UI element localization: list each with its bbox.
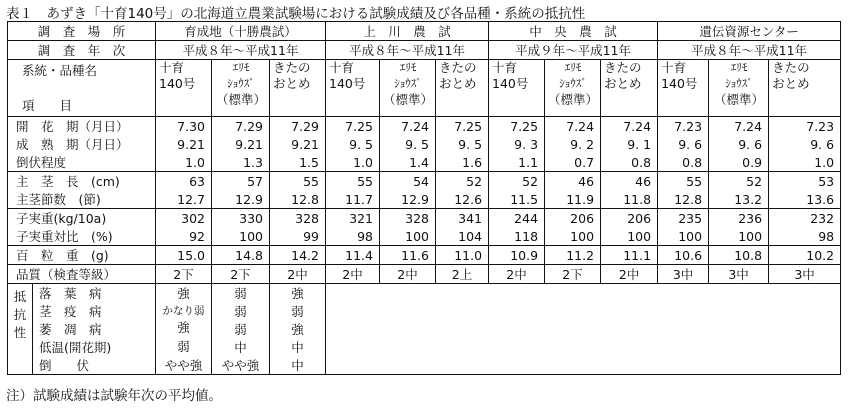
data-cell: 9.21 [270, 135, 326, 153]
variety-name: 十育 140号 [156, 60, 212, 117]
data-cell: 1.4 [380, 153, 436, 172]
data-cell: 2中 [601, 265, 658, 284]
data-cell: 53 [769, 172, 841, 191]
data-cell: 9. 6 [769, 135, 841, 153]
data-cell: 7.25 [489, 117, 545, 136]
site-years: 平成８年～平成11年 [326, 41, 489, 60]
resistance-section [8, 284, 841, 375]
row-label: 主茎節数 (節) [8, 190, 156, 209]
data-cell: 9. 5 [326, 135, 380, 153]
variety-item-header [8, 60, 156, 117]
data-cell: 52 [709, 172, 769, 191]
data-cell: 100 [545, 227, 601, 246]
data-cell: 1.0 [769, 153, 841, 172]
resistance-value: 強 [177, 286, 190, 302]
data-cell: 104 [436, 227, 489, 246]
data-cell: 2下 [212, 265, 270, 284]
data-cell: 232 [769, 209, 841, 228]
data-cell: 15.0 [156, 246, 212, 265]
variety-name: ｴﾘﾓ ｼｮｳｽﾞ （標準） [709, 60, 769, 117]
resistance-value: 弱 [234, 286, 247, 301]
data-cell: 7.29 [270, 117, 326, 136]
site-name: 上 川 農 試 [326, 22, 489, 41]
site-years: 平成９年～平成11年 [489, 41, 658, 60]
resistance-value: 弱 [234, 304, 247, 319]
data-cell: 9.21 [212, 135, 270, 153]
data-cell: 11.1 [601, 246, 658, 265]
resistance-value: 弱 [177, 339, 190, 355]
data-cell: 7.23 [769, 117, 841, 136]
resistance-value: 強 [291, 322, 304, 337]
row-label: 開 花 期（月日） [8, 117, 156, 136]
data-cell: 100 [212, 227, 270, 246]
data-cell: 328 [270, 209, 326, 228]
data-cell: 244 [489, 209, 545, 228]
resistance-value: 強 [291, 286, 304, 301]
row-label: 品質（検査等級） [8, 265, 156, 284]
data-cell: 9. 1 [601, 135, 658, 153]
data-cell: 12.7 [156, 190, 212, 209]
table-row [8, 153, 841, 172]
data-cell: 14.8 [212, 246, 270, 265]
row-label: 子実重(kg/10a) [8, 209, 156, 228]
data-cell: 100 [380, 227, 436, 246]
table-row [8, 172, 841, 191]
data-cell: 321 [326, 209, 380, 228]
data-cell: 2上 [436, 265, 489, 284]
resistance-column [270, 284, 326, 375]
data-cell: 92 [156, 227, 212, 246]
data-cell: 1.6 [436, 153, 489, 172]
data-cell: 7.29 [212, 117, 270, 136]
data-cell: 2中 [270, 265, 326, 284]
table-row [8, 117, 841, 136]
data-cell: 13.2 [709, 190, 769, 209]
variety-name: 十育 140号 [489, 60, 545, 117]
site-years: 平成８年～平成11年 [658, 41, 841, 60]
site-years: 平成８年～平成11年 [156, 41, 326, 60]
data-cell: 12.8 [658, 190, 709, 209]
variety-name: ｴﾘﾓ ｼｮｳｽﾞ （標準） [380, 60, 436, 117]
item-label: 項 目 [22, 98, 73, 113]
data-cell: 0.8 [601, 153, 658, 172]
data-cell: 7.30 [156, 117, 212, 136]
data-cell: 7.24 [545, 117, 601, 136]
data-cell: 341 [436, 209, 489, 228]
variety-name: きたの おとめ [769, 60, 841, 117]
data-cell: 3中 [769, 265, 841, 284]
data-cell: 7.25 [436, 117, 489, 136]
data-cell: 0.9 [709, 153, 769, 172]
resistance-column [156, 284, 212, 375]
data-cell: 54 [380, 172, 436, 191]
data-cell: 10.9 [489, 246, 545, 265]
data-cell: 11.2 [545, 246, 601, 265]
data-cell: 7.25 [326, 117, 380, 136]
data-cell: 98 [326, 227, 380, 246]
data-cell: 0.7 [545, 153, 601, 172]
data-cell: 57 [212, 172, 270, 191]
data-cell: 11.5 [489, 190, 545, 209]
resistance-item-label: 萎 凋 病 [39, 322, 102, 337]
data-cell: 3中 [658, 265, 709, 284]
data-cell: 11.9 [545, 190, 601, 209]
variety-name: きたの おとめ [436, 60, 489, 117]
results-table [7, 21, 841, 375]
table-caption: 表１ あずき「十育140号」の北海道立農業試験場における試験成績及び各品種・系統の抵抗性 [6, 6, 586, 22]
variety-name: きたの おとめ [270, 60, 326, 117]
resistance-value: 中 [291, 340, 304, 355]
data-cell: 7.24 [380, 117, 436, 136]
resistance-value: 弱 [234, 322, 247, 337]
resistance-item-label: 低温(開花期) [39, 340, 112, 355]
data-cell: 236 [709, 209, 769, 228]
resistance-empty-area [326, 284, 841, 375]
data-cell: 206 [545, 209, 601, 228]
resistance-column [212, 284, 270, 375]
data-cell: 118 [489, 227, 545, 246]
data-cell: 14.2 [270, 246, 326, 265]
row-label: 主 茎 長 (cm) [8, 172, 156, 191]
data-cell: 9. 5 [436, 135, 489, 153]
resistance-labels [8, 284, 156, 375]
data-cell: 2中 [380, 265, 436, 284]
resistance-value: 強 [177, 320, 190, 336]
data-cell: 55 [270, 172, 326, 191]
data-cell: 12.6 [436, 190, 489, 209]
data-cell: 2下 [545, 265, 601, 284]
data-cell: 10.8 [709, 246, 769, 265]
data-cell: 12.9 [212, 190, 270, 209]
data-cell: 328 [380, 209, 436, 228]
table-row [8, 265, 841, 284]
table-row [8, 227, 841, 246]
data-cell: 10.2 [769, 246, 841, 265]
data-cell: 1.0 [156, 153, 212, 172]
data-cell: 9. 5 [380, 135, 436, 153]
resistance-value: やや強 [164, 357, 203, 373]
site-name: 育成地（十勝農試） [156, 22, 326, 41]
resistance-value: かなり弱 [162, 304, 205, 317]
site-name: 中 央 農 試 [489, 22, 658, 41]
data-cell: 11.7 [326, 190, 380, 209]
data-cell: 9.21 [156, 135, 212, 153]
data-cell: 100 [709, 227, 769, 246]
variety-label: 系統・品種名 [22, 63, 98, 78]
row-label: 子実重対比 (%) [8, 227, 156, 246]
data-cell: 11.0 [436, 246, 489, 265]
data-cell: 9. 3 [489, 135, 545, 153]
data-cell: 235 [658, 209, 709, 228]
year-header-label: 調 査 年 次 [8, 41, 156, 60]
data-cell: 9. 6 [709, 135, 769, 153]
data-cell: 2下 [156, 265, 212, 284]
data-cell: 9. 2 [545, 135, 601, 153]
site-name: 遺伝資源センター [658, 22, 841, 41]
data-cell: 55 [326, 172, 380, 191]
row-label: 百 粒 重 (g) [8, 246, 156, 265]
footnote: 注）試験成績は試験年次の平均値。 [6, 388, 222, 404]
row-label: 成 熟 期（月日） [8, 135, 156, 153]
data-cell: 2中 [489, 265, 545, 284]
table-row [8, 135, 841, 153]
data-cell: 46 [601, 172, 658, 191]
data-cell: 52 [489, 172, 545, 191]
data-cell: 12.9 [380, 190, 436, 209]
data-cell: 330 [212, 209, 270, 228]
resistance-value: 弱 [291, 304, 304, 319]
data-cell: 1.5 [270, 153, 326, 172]
data-cell: 2中 [326, 265, 380, 284]
data-cell: 1.0 [326, 153, 380, 172]
data-cell: 12.8 [270, 190, 326, 209]
variety-name: 十育 140号 [326, 60, 380, 117]
resistance-item-label: 落 葉 病 [39, 286, 102, 301]
data-cell: 7.24 [601, 117, 658, 136]
site-header-label: 調 査 場 所 [8, 22, 156, 41]
data-cell: 1.1 [489, 153, 545, 172]
data-cell: 3中 [709, 265, 769, 284]
resistance-item-label: 倒 伏 [39, 358, 90, 373]
row-label: 倒伏程度 [8, 153, 156, 172]
data-cell: 46 [545, 172, 601, 191]
data-cell: 7.23 [658, 117, 709, 136]
data-cell: 7.24 [709, 117, 769, 136]
data-cell: 100 [601, 227, 658, 246]
data-cell: 63 [156, 172, 212, 191]
data-cell: 11.8 [601, 190, 658, 209]
data-cell: 10.6 [658, 246, 709, 265]
resistance-group-label: 抵 抗 性 [8, 284, 33, 375]
data-cell: 302 [156, 209, 212, 228]
variety-name: ｴﾘﾓ ｼｮｳｽﾞ （標準） [212, 60, 270, 117]
resistance-item-label: 茎 疫 病 [39, 304, 102, 319]
data-cell: 100 [658, 227, 709, 246]
variety-name: きたの おとめ [601, 60, 658, 117]
data-cell: 99 [270, 227, 326, 246]
table-row [8, 246, 841, 265]
resistance-value: やや強 [221, 358, 260, 373]
table-row [8, 209, 841, 228]
table-row [8, 190, 841, 209]
data-cell: 1.3 [212, 153, 270, 172]
data-cell: 52 [436, 172, 489, 191]
resistance-value: 中 [234, 340, 247, 355]
data-cell: 206 [601, 209, 658, 228]
variety-name: 十育 140号 [658, 60, 709, 117]
data-cell: 11.4 [326, 246, 380, 265]
data-cell: 0.8 [658, 153, 709, 172]
variety-name: ｴﾘﾓ ｼｮｳｽﾞ （標準） [545, 60, 601, 117]
data-cell: 98 [769, 227, 841, 246]
data-cell: 55 [658, 172, 709, 191]
data-cell: 9. 6 [658, 135, 709, 153]
data-cell: 13.6 [769, 190, 841, 209]
data-cell: 11.6 [380, 246, 436, 265]
resistance-value: 中 [291, 358, 304, 373]
